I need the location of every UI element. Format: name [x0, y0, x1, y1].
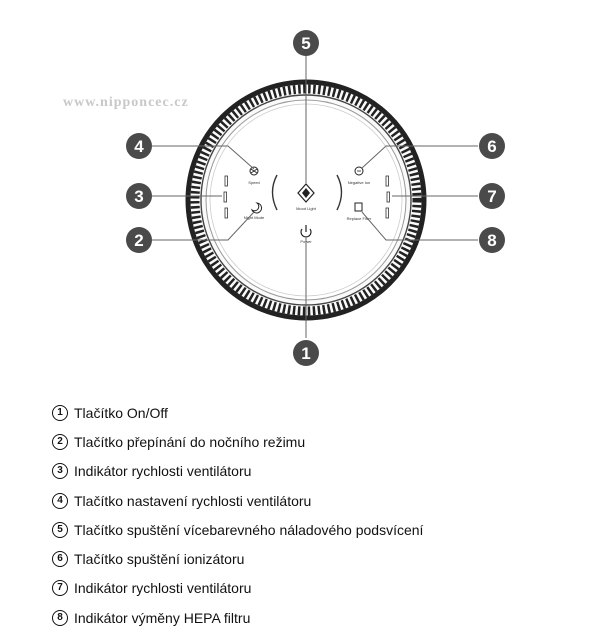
- svg-text:4: 4: [134, 137, 144, 156]
- legend-list: [52, 398, 592, 632]
- svg-text:8: 8: [487, 231, 497, 250]
- mood-light-label: Mood Light: [296, 206, 316, 211]
- callout-1: [293, 340, 319, 366]
- speed-label: Speed: [248, 180, 260, 185]
- legend-item: [52, 603, 592, 632]
- legend-item: [52, 427, 592, 456]
- legend-item: [52, 544, 592, 573]
- watermark: www.nipponcec.cz: [63, 95, 189, 110]
- callout-3: [126, 183, 152, 209]
- negative-ion-label: Negative Ion: [347, 180, 371, 185]
- legend-number: 6: [52, 551, 68, 567]
- legend-number: 2: [52, 434, 68, 450]
- svg-text:1: 1: [301, 344, 311, 363]
- svg-text:6: 6: [487, 137, 497, 156]
- legend-item: [52, 457, 592, 486]
- callout-8: [479, 227, 505, 253]
- legend-text: Indikátor rychlosti ventilátoru: [74, 463, 252, 480]
- legend-number: 5: [52, 522, 68, 538]
- callout-7: [479, 183, 505, 209]
- legend-item: [52, 515, 592, 544]
- legend-text: Tlačítko spuštění vícebarevného náladového podsvícení: [74, 521, 424, 538]
- svg-text:3: 3: [134, 187, 144, 206]
- callout-2: [126, 227, 152, 253]
- night-mode-label: Night Mode: [243, 215, 265, 220]
- legend-number: 8: [52, 610, 68, 626]
- callout-5: [293, 30, 319, 56]
- legend-text: Tlačítko On/Off: [74, 404, 168, 421]
- callout-4: [126, 133, 152, 159]
- legend-number: 7: [52, 580, 68, 596]
- legend-item: [52, 486, 592, 515]
- legend-number: 3: [52, 463, 68, 479]
- svg-text:7: 7: [487, 187, 497, 206]
- legend-number: 4: [52, 493, 68, 509]
- legend-text: Indikátor rychlosti ventilátoru: [74, 580, 252, 597]
- power-label: Power: [300, 239, 312, 244]
- legend-text: Tlačítko nastavení rychlosti ventilátoru: [74, 492, 312, 509]
- callout-6: [479, 133, 505, 159]
- legend-item: [52, 574, 592, 603]
- legend-item: [52, 398, 592, 427]
- svg-text:2: 2: [134, 231, 144, 250]
- replace-filter-label: Replace Filter: [346, 216, 372, 221]
- svg-text:5: 5: [301, 34, 311, 53]
- legend-text: Indikátor výměny HEPA filtru: [74, 609, 251, 626]
- legend-number: 1: [52, 405, 68, 421]
- legend-text: Tlačítko přepínání do nočního režimu: [74, 433, 306, 450]
- legend-text: Tlačítko spuštění ionizátoru: [74, 551, 245, 568]
